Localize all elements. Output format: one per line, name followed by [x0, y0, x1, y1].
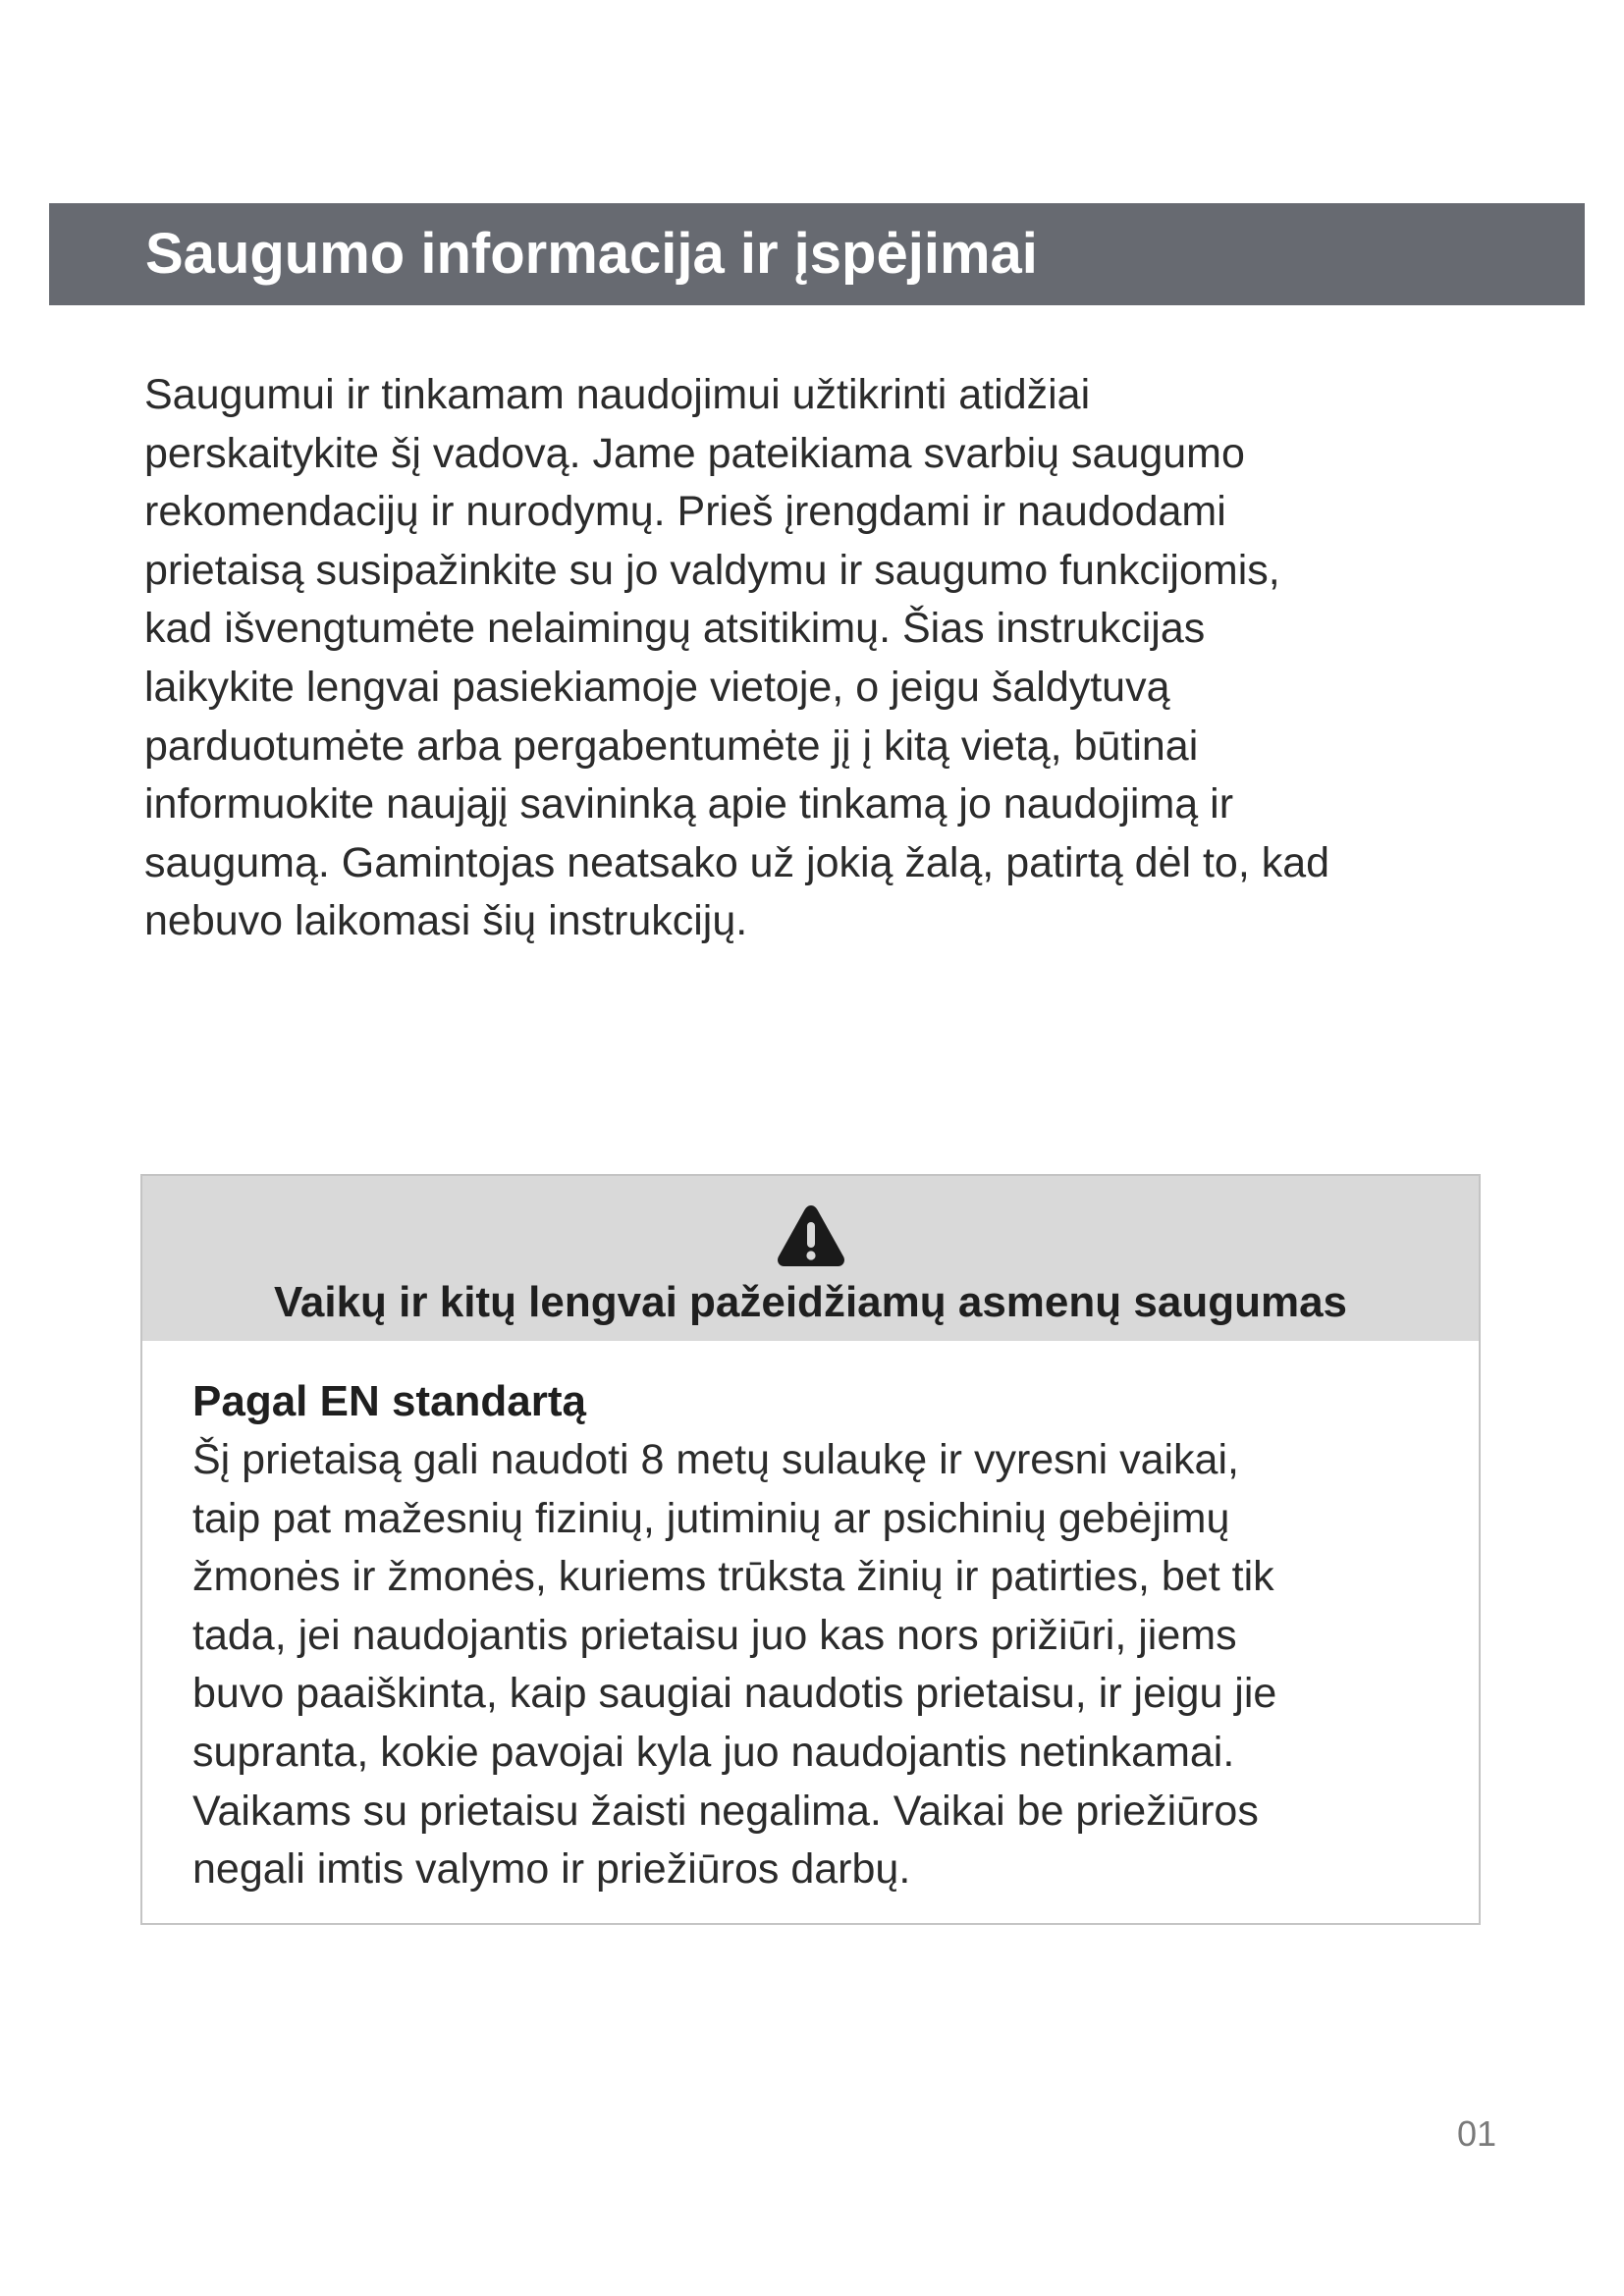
- warning-line: buvo paaiškinta, kaip saugiai naudotis prietaisu, ir jeigu jie: [192, 1670, 1277, 1718]
- intro-line: prietaisą susipažinkite su jo valdymu ir saugumo funkcijomis,: [144, 546, 1280, 594]
- intro-line: saugumą. Gamintojas neatsako už jokią žalą, patirtą dėl to, kad: [144, 838, 1330, 886]
- warning-line: Šį prietaisą gali naudoti 8 metų sulaukę ir vyresni vaikai,: [192, 1436, 1239, 1483]
- warning-body: [192, 1372, 1449, 1899]
- warning-line: negali imtis valymo ir priežiūros darbų.: [192, 1845, 911, 1894]
- page-number: 01: [1457, 2113, 1497, 2154]
- intro-line: laikykite lengvai pasiekiamoje vietoje, o jeigu šaldytuvą: [144, 663, 1170, 711]
- warning-line: taip pat mažesnių fizinių, jutiminių ar psichinių gebėjimų: [192, 1494, 1230, 1542]
- intro-line: informuokite naująjį savininką apie tinkamą jo naudojimą ir: [144, 780, 1234, 828]
- intro-paragraph: [144, 366, 1509, 951]
- page-title: Saugumo informacija ir įspėjimai: [145, 222, 1038, 286]
- warning-line: supranta, kokie pavojai kyla juo naudojantis netinkamai.: [192, 1728, 1235, 1776]
- warning-triangle-icon: [775, 1202, 847, 1269]
- intro-line: kad išvengtumėte nelaimingų atsitikimų. Šias instrukcijas: [144, 605, 1206, 653]
- intro-line: rekomendacijų ir nurodymų. Prieš įrengdami ir naudodami: [144, 488, 1226, 536]
- warning-text: [192, 1431, 1449, 1899]
- child-safety-warning-box: [140, 1174, 1481, 1925]
- warning-title: Vaikų ir kitų lengvai pažeidžiamų asmenų saugumas: [273, 1278, 1348, 1326]
- section-header-bar: [49, 203, 1585, 305]
- warning-header: [142, 1176, 1479, 1341]
- intro-line: Saugumui ir tinkamam naudojimui užtikrinti atidžiai: [144, 371, 1091, 418]
- intro-line: nebuvo laikomasi šių instrukcijų.: [144, 897, 748, 945]
- intro-line: parduotumėte arba pergabentumėte jį į kitą vietą, būtinai: [144, 721, 1199, 770]
- warning-line: žmonės ir žmonės, kuriems trūksta žinių ir patirties, bet tik: [192, 1553, 1274, 1601]
- warning-subtitle: Pagal EN standartą: [192, 1377, 587, 1425]
- warning-line: tada, jei naudojantis prietaisu juo kas nors prižiūri, jiems: [192, 1611, 1237, 1659]
- warning-line: Vaikams su prietaisu žaisti negalima. Vaikai be priežiūros: [192, 1787, 1259, 1835]
- intro-line: perskaitykite šį vadovą. Jame pateikiama svarbių saugumo: [144, 429, 1245, 477]
